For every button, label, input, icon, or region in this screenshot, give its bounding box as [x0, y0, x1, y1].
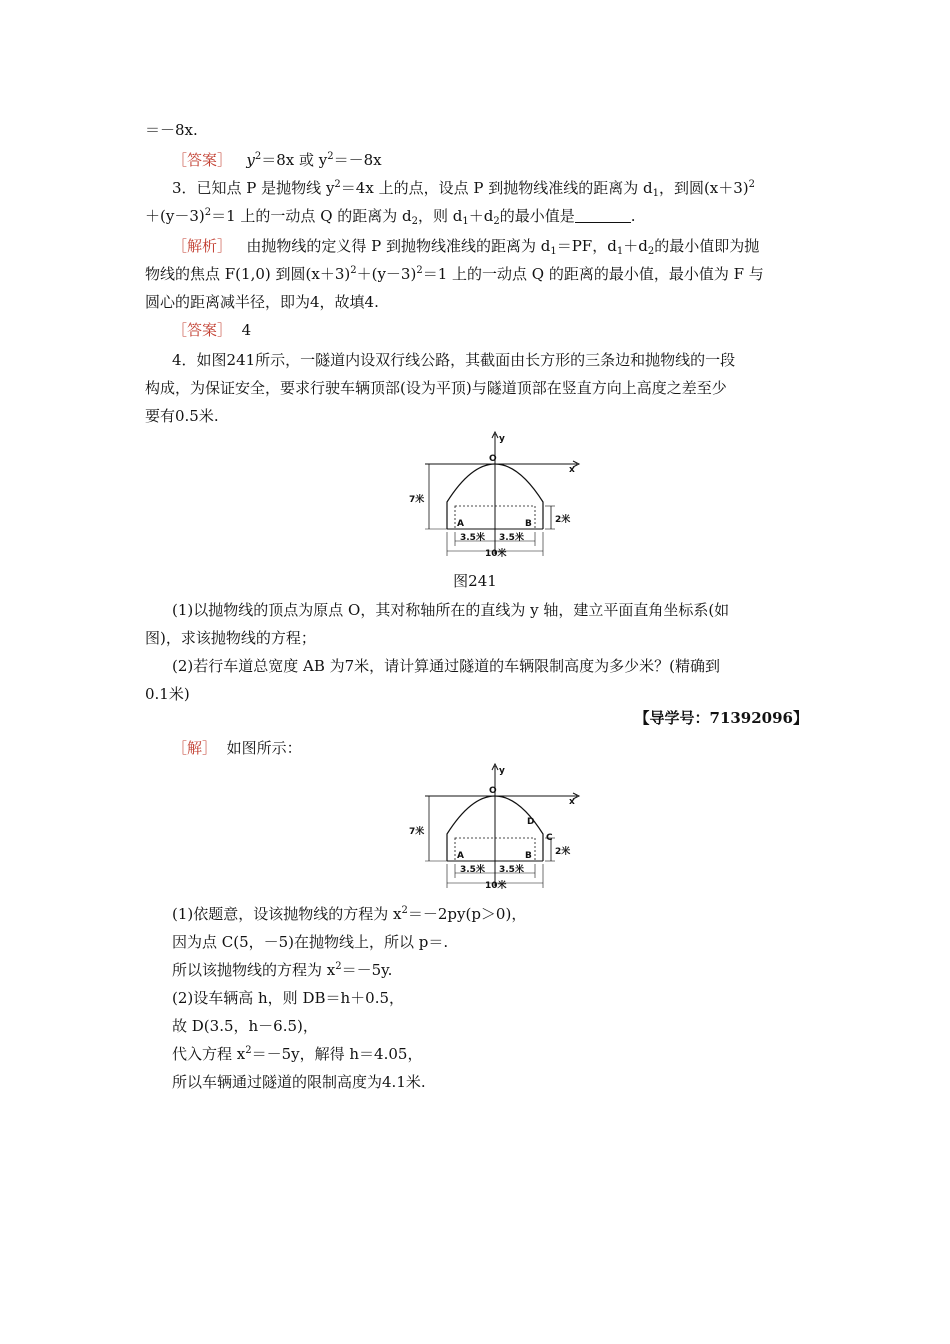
answer-line-2: ［答案］ 4	[172, 321, 252, 339]
width-label: 10米	[485, 549, 507, 559]
x-label: x	[569, 465, 575, 475]
answer-line: ［答案］ $y^2=8x$ 或 $y^2=-8x$	[172, 151, 382, 169]
point-d: D	[527, 817, 535, 827]
analysis-line-1: ［解析］ 由抛物线的定义得 P 到抛物线准线的距离为 $d_1=PF$，$d_1+d_2$的最小值即为抛	[172, 237, 760, 257]
answer-blank	[575, 208, 631, 223]
point-a: A	[457, 519, 464, 529]
point-a: A	[457, 851, 464, 861]
analysis-line-2: 物线的焦点 F(1,0) 到圆$(x+3)^2+(y-3)^2=1$ 上的一动点 Q 的距离的最小值，最小值为 F 与	[145, 265, 764, 283]
question-3-line-1: 3．已知点 P 是抛物线 $y^2=4x$ 上的点，设点 P 到抛物线准线的距离为 $d_1$，到圆$(x+3)^2$	[172, 179, 756, 199]
solution-step-6: 代入方程 $x^2=-5y$，解得 h＝4.05，	[172, 1045, 423, 1063]
tunnel-figure-1	[405, 428, 585, 568]
solution-step-3: 所以该抛物线的方程为 $x^2=-5y$.	[172, 961, 393, 979]
analysis-tag: ［解析］	[172, 237, 233, 255]
height-label: 7米	[409, 827, 425, 837]
point-b: B	[525, 851, 532, 861]
solution-step-1: (1)依题意，设该抛物线的方程为 $x^2=-2py(p>0)$，	[172, 905, 527, 923]
tunnel-figure-2	[405, 760, 585, 900]
point-c: C	[546, 833, 553, 843]
half-right-label: 3.5米	[499, 865, 524, 875]
solution-step-4: (2)设车辆高 h，则 DB＝h＋0.5，	[172, 989, 405, 1007]
height-label: 7米	[409, 495, 425, 505]
question-4-line-3: 要有0.5米.	[145, 407, 219, 425]
part-2-line-1: (2)若行车道总宽度 AB 为7米，请计算通过隧道的车辆限制高度为多少米？(精确到	[172, 657, 721, 675]
question-4-line-2: 构成，为保证安全，要求行驶车辆顶部(设为平顶)与隧道顶部在竖直方向上高度之差至少	[145, 379, 727, 397]
guide-number: 【导学号：71392096】	[634, 709, 808, 727]
analysis-line-3: 圆心的距离减半径，即为4，故填4.	[145, 293, 379, 311]
solution-step-2: 因为点 C(5，－5)在抛物线上，所以 p＝.	[172, 933, 449, 951]
origin-label: O	[489, 454, 497, 464]
solution-line: ［解］ 如图所示：	[172, 739, 302, 757]
part-1-line-1: (1)以抛物线的顶点为原点 O，其对称轴所在的直线为 y 轴，建立平面直角坐标系(如	[172, 601, 730, 619]
half-right-label: 3.5米	[499, 533, 524, 543]
width-label: 10米	[485, 881, 507, 891]
point-b: B	[525, 519, 532, 529]
y-label: y	[499, 766, 505, 776]
answer-tag: ［答案］	[172, 151, 233, 169]
part-1-line-2: 图)，求该抛物线的方程；	[145, 629, 316, 647]
half-left-label: 3.5米	[460, 533, 485, 543]
figure-caption: 图241	[453, 572, 497, 590]
x-label: x	[569, 797, 575, 807]
half-left-label: 3.5米	[460, 865, 485, 875]
answer-tag-2: ［答案］	[172, 321, 233, 339]
origin-label: O	[489, 786, 497, 796]
solution-step-7: 所以车辆通过隧道的限制高度为4.1米.	[172, 1073, 426, 1091]
part-2-line-2: 0.1米)	[145, 685, 190, 703]
question-4-line-1: 4．如图241所示，一隧道内设双行线公路，其截面由长方形的三条边和抛物线的一段	[172, 351, 736, 369]
side-label: 2米	[555, 847, 571, 857]
y-label: y	[499, 434, 505, 444]
question-3-line-2: $+(y-3)^2=1$ 上的一动点 Q 的距离为 $d_2$，则 $d_1+d_2$的最小值是 .	[145, 207, 636, 227]
text-line: ＝－8x.	[145, 121, 198, 139]
side-label: 2米	[555, 515, 571, 525]
solution-step-5: 故 D(3.5，h－6.5)，	[172, 1017, 318, 1035]
solution-tag: ［解］	[172, 739, 218, 757]
